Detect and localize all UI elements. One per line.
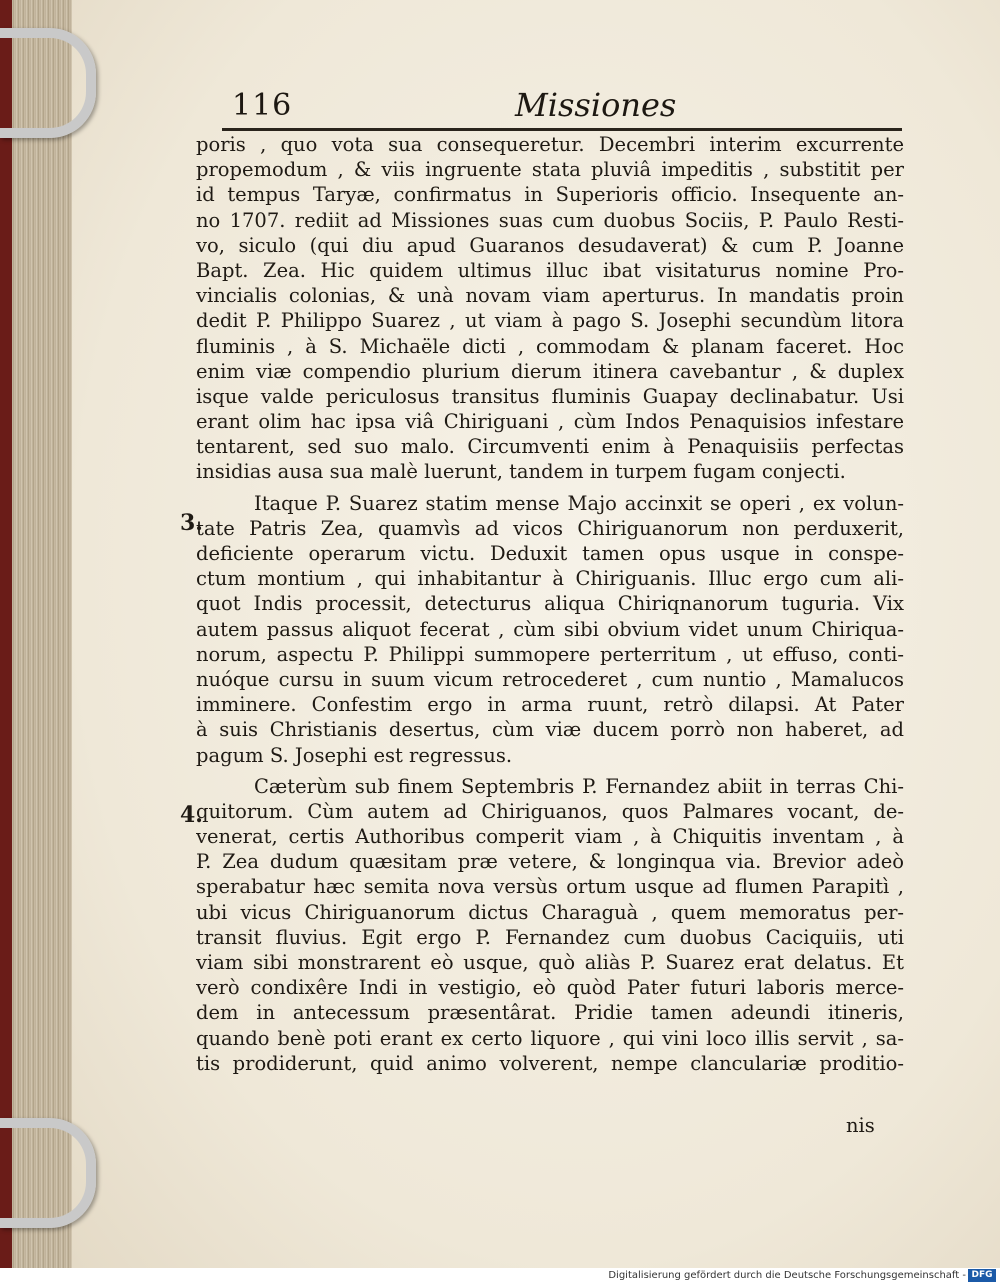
text-line: tis prodiderunt, quid animo volverent, nempe clanculariæ proditio- (196, 1051, 904, 1075)
paragraph-start-line: Cæterùm sub finem Septembris P. Fernandez abiit in terras Chi- (254, 774, 904, 798)
text-line: nuóque cursu in suum vicum retrocederet , cum nuntio , Mamalucos (196, 667, 904, 691)
text-line: quot Indis processit, detecturus aliqua Chiriqnanorum tuguria. Vix (196, 592, 904, 616)
page-number: 116 (232, 88, 293, 123)
text-line: no 1707. rediit ad Missiones suas cum duobus Sociis, P. Paulo Resti- (196, 208, 904, 232)
text-line: à suis Christianis desertus, cùm viæ ducem porrò non haberet, ad (196, 718, 904, 742)
text-line: pagum S. Josephi est regressus. (196, 743, 513, 767)
text-line: tentarent, sed suo malo. Circumventi enim à Penaquisiis perfectas (196, 435, 904, 459)
paragraph-start-line: Itaque P. Suarez statim mense Majo accinxit se operi , ex volun- (254, 491, 904, 515)
text-line: propemodum , & viis ingruente stata pluviâ impeditis , substitit per (196, 158, 904, 182)
digitization-footer (0, 1268, 1000, 1283)
text-line: dem in antecessum præsentârat. Pridie tamen adeundi itineris, (196, 1001, 904, 1025)
text-line: transit fluvius. Egit ergo P. Fernandez cum duobus Caciquiis, uti (196, 925, 904, 949)
text-line: erant olim hac ipsa viâ Chiriguani , cùm Indos Penaquisios infestare (196, 410, 904, 434)
text-line: tate Patris Zea, quamvìs ad vicos Chiriguanorum non perduxerit, (196, 516, 904, 540)
text-line: imminere. Confestim ergo in arma ruunt, retrò dilapsi. At Pater (196, 693, 904, 717)
running-head: Missiones (515, 86, 677, 124)
text-line: enim viæ compendio plurium dierum itinera cavebantur , & duplex (196, 359, 904, 383)
text-line: ubi vicus Chiriguanorum dictus Charaguà , quem memoratus per- (196, 900, 904, 924)
page-clip-bottom (0, 1118, 96, 1228)
text-line: P. Zea dudum quæsitam præ vetere, & longinqua via. Brevior adeò (196, 850, 904, 874)
text-line: vo, siculo (qui diu apud Guaranos desudaverat) & cum P. Joanne (196, 233, 904, 257)
text-line: poris , quo vota sua consequeretur. Decembri interim excurrente (196, 133, 904, 156)
text-line: viam sibi monstrarent eò usque, quò aliàs P. Suarez erat delatus. Et (196, 951, 904, 974)
paragraph-number-3: 3. (180, 510, 203, 536)
page-clip-top (0, 28, 96, 138)
body-text (196, 132, 904, 1076)
text-line: vincialis colonias, & unà novam viam aperturus. In mandatis proin (196, 284, 904, 308)
text-line: insidias ausa sua malè luerunt, tandem in turpem fugam conjecti. (196, 460, 846, 484)
text-line: deficiente operarum victu. Deduxit tamen opus usque in conspe- (196, 542, 904, 565)
text-line: Bapt. Zea. Hic quidem ultimus illuc ibat visitaturus nomine Pro- (196, 258, 904, 282)
dfg-logo: DFG (968, 1269, 996, 1282)
text-line: venerat, certis Authoribus comperit viam , à Chiquitis inventam , à (196, 825, 904, 849)
text-line: quando benè poti erant ex certo liquore , qui vini loco illis servit , sa- (196, 1026, 904, 1050)
header-rule (222, 128, 902, 131)
text-line: verò condixêre Indi in vestigio, eò quòd Pater futuri laboris merce- (196, 976, 904, 1000)
text-line: id tempus Taryæ, confirmatus in Superioris officio. Insequente an- (196, 183, 904, 207)
text-line: norum, aspectu P. Philippi summopere perterritum , ut effuso, conti- (196, 642, 904, 666)
text-line: isque valde periculosus transitus fluminis Guapay declinabatur. Usi (196, 384, 904, 408)
book-cover-edge (0, 0, 12, 1268)
text-line: dedit P. Philippo Suarez , ut viam à pago S. Josephi secundùm litora (196, 309, 904, 333)
catchword: nis (846, 1114, 875, 1137)
paragraph-number-4: 4. (180, 802, 203, 828)
text-line: quitorum. Cùm autem ad Chiriguanos, quos Palmares vocant, de- (196, 799, 904, 823)
text-line: fluminis , à S. Michaële dicti , commodam & planam faceret. Hoc (196, 334, 904, 358)
text-line: ctum montium , qui inhabitantur à Chiriguanis. Illuc ergo cum ali- (196, 567, 904, 591)
funding-credit: Digitalisierung gefördert durch die Deutsche Forschungsgemeinschaft - (608, 1270, 966, 1281)
text-line: sperabatur hæc semita nova versùs ortum usque ad flumen Parapitì , (196, 875, 904, 899)
text-line: autem passus aliquot fecerat , cùm sibi obvium videt unum Chiriqua- (196, 617, 904, 641)
